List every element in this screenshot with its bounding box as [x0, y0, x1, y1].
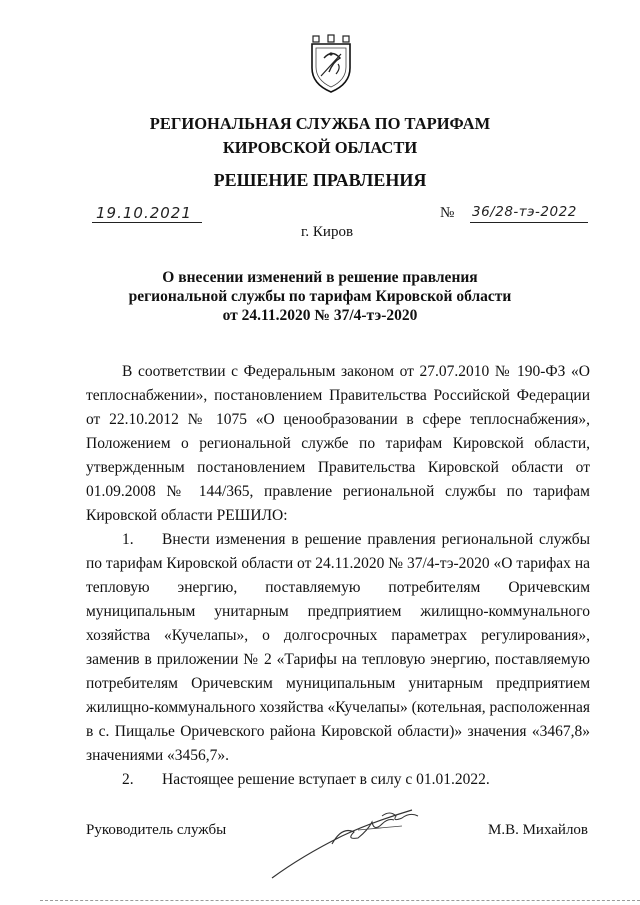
decision-subject — [0, 268, 640, 325]
list-item — [86, 768, 590, 792]
kirov-coat-of-arms-icon — [307, 34, 355, 94]
subject-line-1: О внесении изменений в решение правления — [162, 269, 478, 286]
document-title: РЕШЕНИЕ ПРАВЛЕНИЯ — [213, 170, 427, 190]
org-line-1: РЕГИОНАЛЬНАЯ СЛУЖБА ПО ТАРИФАМ — [149, 114, 491, 133]
number-handwritten: 36/28-тэ-2022 — [472, 204, 577, 220]
list-item — [86, 528, 590, 768]
subject-line-2: региональной службы по тарифам Кировской области — [128, 288, 512, 305]
number-underline — [470, 222, 588, 223]
organization-name — [0, 112, 640, 160]
org-line-2: КИРОВСКОЙ ОБЛАСТИ — [222, 138, 418, 157]
preamble-paragraph: В соответствии с Федеральным законом от 27.07.2010 № 190-ФЗ «О теплоснабжении», постановлением Правительства Российской Федерации от 22.10.2012 № 1075 «О ценообразовании в сфере теплоснабжения», Положением о региональной службе по тарифам Кировской области, утвержденным постановлением Правительства Кировской области от 01.09.2008 № 144/365, правление региональной службы по тарифам Кировской области РЕШИЛО: — [86, 363, 590, 524]
number-label: № — [440, 205, 455, 221]
coat-of-arms-emblem — [307, 34, 355, 94]
decision-date — [92, 204, 202, 224]
page-bottom-divider — [40, 900, 640, 901]
subject-line-3: от 24.11.2020 № 37/4-тэ-2020 — [222, 307, 418, 324]
city: г. Киров — [300, 224, 354, 240]
date-handwritten: 19.10.2021 — [96, 204, 192, 222]
item-text: Настоящее решение вступает в силу с 01.01.2022. — [162, 771, 490, 788]
decision-body — [86, 360, 590, 792]
item-number: 2. — [122, 771, 134, 788]
decision-number — [470, 204, 588, 224]
signatory-name: М.В. Михайлов — [488, 822, 589, 838]
signatory-position: Руководитель службы — [86, 822, 227, 838]
item-text: Внести изменения в решение правления региональной службы по тарифам Кировской области от 24.11.2020 № 37/4-тэ-2020 «О тарифах на тепловую энергию, поставляемую потребителям Оричевским муниципальным унитарным предприятием жилищно-коммунального хозяйства «Кучелапы», о долгосрочных параметрах регулирования», заменив в приложении № 2 «Тарифы на тепловую энергию, поставляемую потребителям Оричевским муниципальным унитарным предприятием жилищно-коммунального хозяйства «Кучелапы» (котельная, расположенная в с. Пищалье Оричевского района Кировской области)» значения «3467,8» значениями «3456,7». — [86, 531, 590, 764]
item-number: 1. — [122, 531, 134, 548]
handwritten-signature — [262, 796, 492, 886]
date-underline — [92, 222, 202, 223]
